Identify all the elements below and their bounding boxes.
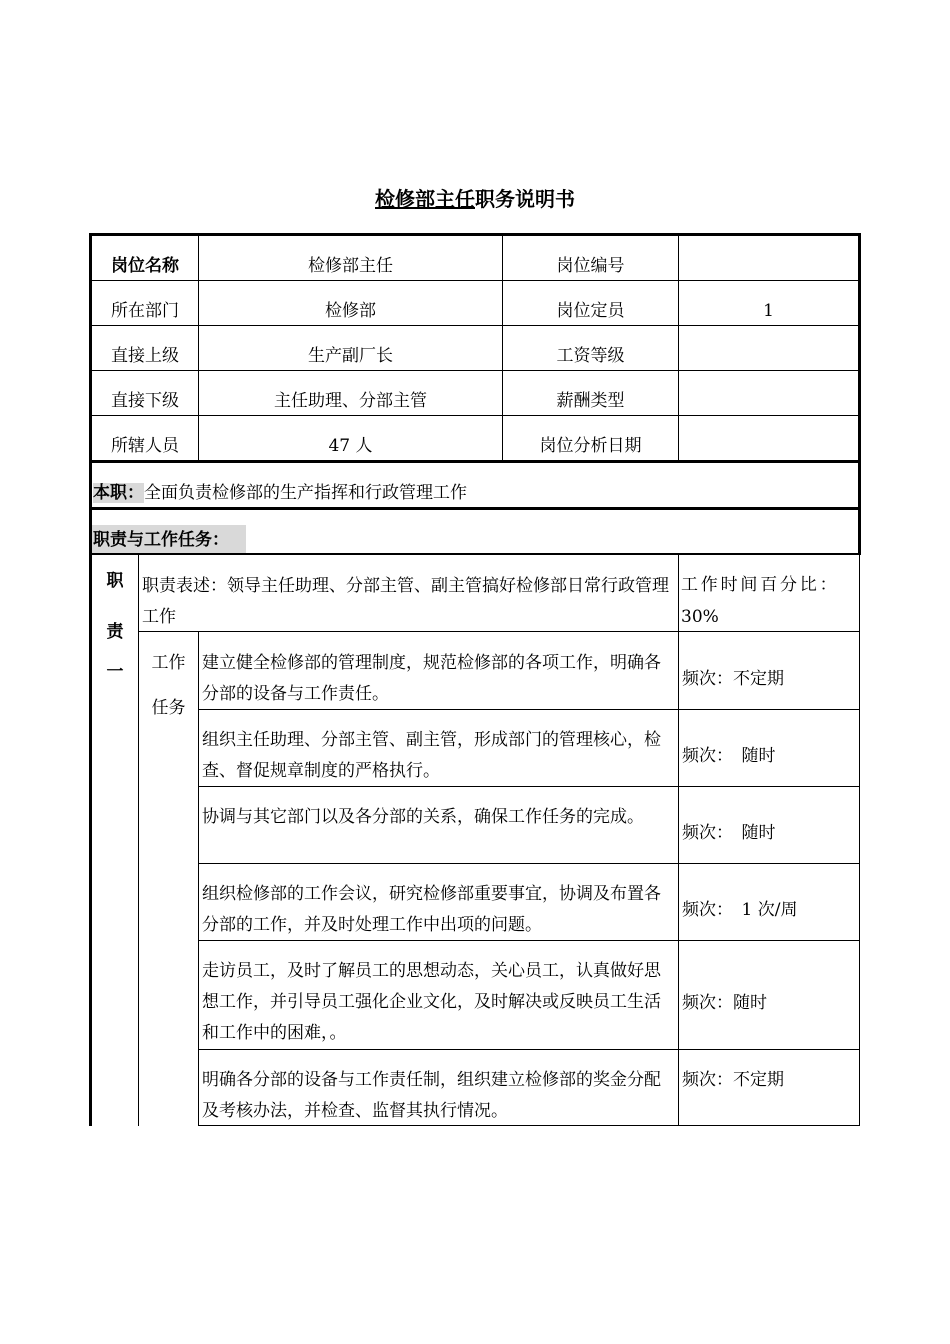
label-subordinates: 直接下级 [111, 391, 179, 411]
duty-text: 全面负责检修部的生产指挥和行政管理工作 [144, 483, 467, 503]
task-text-5: 走访员工，及时了解员工的思想动态，关心员工，认真做好思想工作，并引导员工强化企业文化，及时解决或反映员工生活和工作中的困难，。 [202, 961, 661, 1043]
task-freq-3: 频次： 随时 [682, 823, 776, 843]
tasks-header: 职责与工作任务： [92, 525, 246, 553]
task-label-1: 工作 [151, 653, 186, 673]
title-underlined: 检修部主任 [375, 187, 475, 211]
task-text-6: 明确各分部的设备与工作责任制，组织建立检修部的奖金分配及考核办法，并检查、监督其执行情况。 [202, 1070, 661, 1121]
document-title [0, 183, 950, 212]
label-position-name: 岗位名称 [111, 256, 179, 276]
value-staff: 47 人 [328, 436, 373, 456]
task-freq-5: 频次：随时 [682, 993, 767, 1013]
section-label-2: 责 [106, 622, 124, 642]
section-label-3: 一 [106, 662, 124, 682]
table-top-border [89, 233, 861, 236]
task-text-4: 组织检修部的工作会议，研究检修部重要事宜，协调及布置各分部的工作，并及时处理工作中出项的问题。 [202, 884, 661, 935]
label-salary-type: 薪酬类型 [556, 391, 625, 411]
task-freq-4: 频次： 1 次/周 [682, 900, 798, 920]
duty-row [93, 478, 853, 508]
section-label-1: 职 [106, 571, 124, 591]
section-col-line [138, 555, 139, 1126]
duty-label: 本职： [93, 483, 144, 503]
task-row-line [199, 863, 859, 864]
task-freq-6: 频次：不定期 [682, 1070, 784, 1090]
value-subordinates: 主任助理、分部主管 [274, 391, 427, 411]
label-staff: 所辖人员 [111, 436, 179, 456]
task-freq-2: 频次： 随时 [682, 746, 776, 766]
task-label-2: 任务 [151, 698, 186, 718]
info-col-line-3 [678, 235, 679, 461]
task-col-line [198, 632, 199, 1126]
task-freq-1: 频次：不定期 [682, 669, 784, 689]
task-text-3: 协调与其它部门以及各分部的关系，确保工作任务的完成。 [202, 807, 644, 827]
freq-col-line [678, 555, 679, 1126]
task-text-1: 建立健全检修部的管理制度，规范检修部的各项工作，明确各分部的设备与工作责任。 [202, 653, 661, 704]
label-position-code: 岗位编号 [556, 256, 625, 276]
title-rest: 职务说明书 [475, 187, 575, 211]
label-headcount: 岗位定员 [556, 301, 625, 321]
section-description: 职责表述：领导主任助理、分部主管、副主管搞好检修部日常行政管理工作 [142, 576, 669, 627]
task-text-2: 组织主任助理、分部主管、副主管，形成部门的管理核心，检查、督促规章制度的严格执行。 [202, 730, 661, 781]
time-percent-label: 工作时间百分比： [681, 575, 840, 595]
label-salary-grade: 工资等级 [556, 346, 625, 366]
task-row-line [199, 1049, 859, 1050]
value-headcount: 1 [763, 301, 774, 321]
value-position-name: 检修部主任 [308, 256, 393, 276]
label-department: 所在部门 [111, 301, 179, 321]
section-right-border [859, 555, 860, 1126]
label-analysis-date: 岗位分析日期 [539, 436, 642, 456]
value-superior: 生产副厂长 [308, 346, 393, 366]
time-percent-value: 30% [681, 607, 719, 627]
value-department: 检修部 [325, 301, 376, 321]
label-superior: 直接上级 [111, 346, 179, 366]
tasks-header-bottom [91, 553, 861, 555]
